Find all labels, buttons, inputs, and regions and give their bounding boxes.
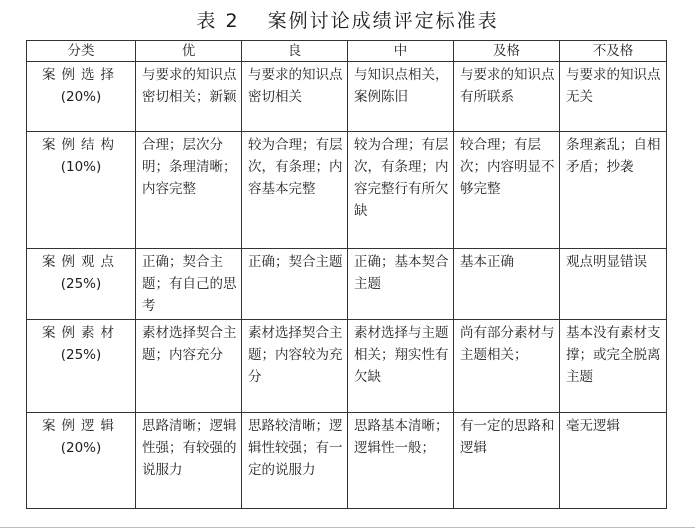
category-weight: (20%): [60, 89, 102, 105]
criteria-cell: 与要求的知识点无关: [560, 62, 667, 132]
criteria-cell: 思路基本清晰；逻辑性一般；: [348, 413, 454, 509]
category-cell: [27, 249, 136, 320]
table-row: [27, 249, 667, 320]
grading-criteria-table: [26, 40, 667, 509]
header-good: 良: [242, 41, 348, 62]
criteria-cell: 与要求的知识点密切相关；新颖: [136, 62, 242, 132]
category-name: 案例观点: [42, 254, 120, 270]
criteria-cell: 观点明显错误: [560, 249, 667, 320]
table-row: [27, 320, 667, 413]
table-number: 表 2: [196, 10, 240, 32]
table-row: [27, 413, 667, 509]
criteria-cell: 基本正确: [454, 249, 560, 320]
category-cell: [27, 62, 136, 132]
divider: [0, 527, 695, 528]
criteria-cell: 思路较清晰；逻辑性较强；有一定的说服力: [242, 413, 348, 509]
criteria-cell: 正确；契合主题；有自己的思考: [136, 249, 242, 320]
category-cell: [27, 320, 136, 413]
criteria-cell: 合理；层次分明；条理清晰；内容完整: [136, 132, 242, 249]
category-name: 案例选择: [42, 67, 120, 83]
criteria-cell: 与要求的知识点密切相关: [242, 62, 348, 132]
category-weight: (20%): [60, 440, 102, 456]
category-cell: [27, 413, 136, 509]
category-weight: (10%): [60, 159, 102, 175]
criteria-cell: 正确；契合主题: [242, 249, 348, 320]
header-excellent: 优: [136, 41, 242, 62]
category-cell: [27, 132, 136, 249]
criteria-cell: 素材选择与主题相关；翔实性有欠缺: [348, 320, 454, 413]
category-weight: (25%): [60, 347, 102, 363]
criteria-cell: 正确；基本契合主题: [348, 249, 454, 320]
category-name: 案例素材: [42, 325, 120, 341]
table-row: [27, 132, 667, 249]
criteria-cell: 与知识点相关，案例陈旧: [348, 62, 454, 132]
criteria-cell: 尚有部分素材与主题相关；: [454, 320, 560, 413]
table-caption: [0, 6, 695, 33]
table-header-row: [27, 41, 667, 62]
criteria-cell: 条理紊乱；自相矛盾；抄袭: [560, 132, 667, 249]
criteria-cell: 有一定的思路和逻辑: [454, 413, 560, 509]
criteria-cell: 较为合理；有层次，有条理；内容基本完整: [242, 132, 348, 249]
criteria-cell: 与要求的知识点有所联系: [454, 62, 560, 132]
header-average: 中: [348, 41, 454, 62]
header-pass: 及格: [454, 41, 560, 62]
criteria-cell: 毫无逻辑: [560, 413, 667, 509]
category-name: 案例结构: [42, 137, 120, 153]
header-category: 分类: [27, 41, 136, 62]
criteria-cell: 素材选择契合主题；内容充分: [136, 320, 242, 413]
header-fail: 不及格: [560, 41, 667, 62]
category-name: 案例逻辑: [42, 418, 120, 434]
table-row: [27, 62, 667, 132]
category-weight: (25%): [60, 276, 102, 292]
criteria-cell: 较为合理；有层次，有条理；内容完整行有所欠缺: [348, 132, 454, 249]
criteria-cell: 基本没有素材支撑；或完全脱离主题: [560, 320, 667, 413]
criteria-cell: 较合理；有层次；内容明显不够完整: [454, 132, 560, 249]
criteria-cell: 素材选择契合主题；内容较为充分: [242, 320, 348, 413]
criteria-cell: 思路清晰；逻辑性强；有较强的说服力: [136, 413, 242, 509]
table-title: 案例讨论成绩评定标准表: [267, 10, 499, 32]
